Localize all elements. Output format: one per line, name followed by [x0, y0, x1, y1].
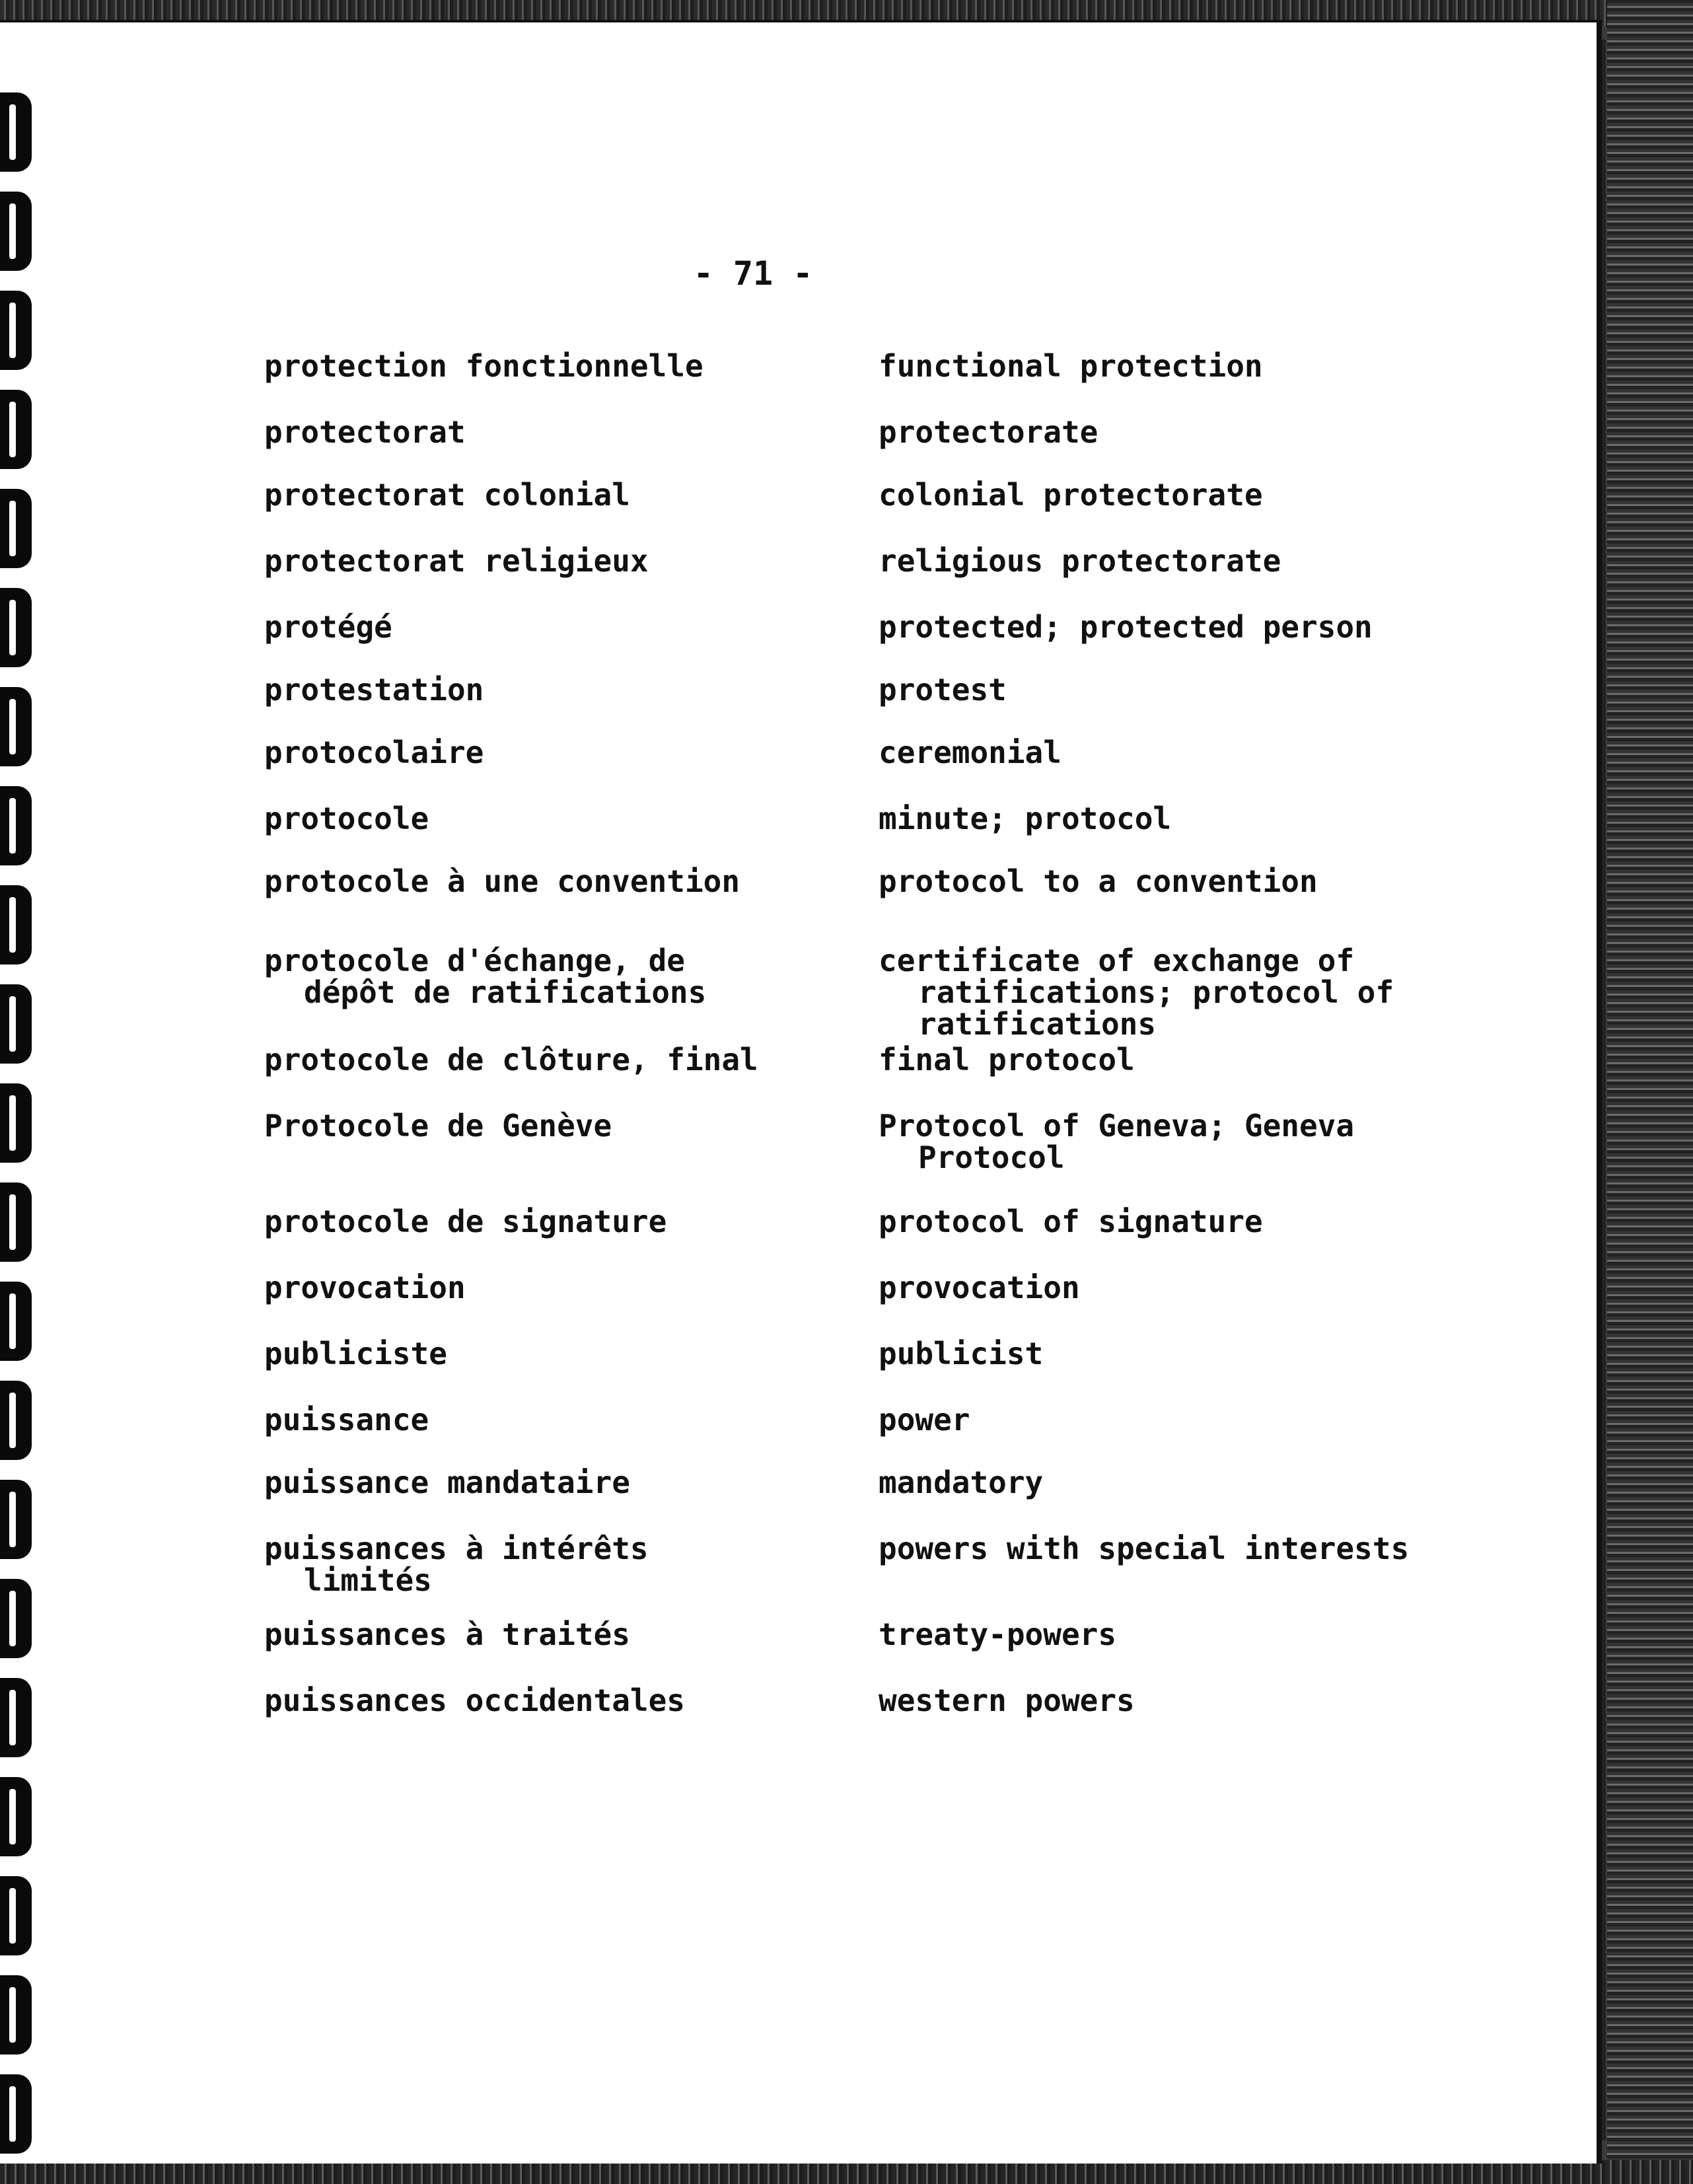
french-term: [264, 1272, 859, 1303]
french-term: [264, 1467, 859, 1498]
english-term-line: protocol of signature: [879, 1204, 1263, 1239]
french-term-line: puissance: [264, 1402, 429, 1438]
english-term-line: final protocol: [879, 1042, 1135, 1077]
english-term: [879, 1533, 1513, 1564]
english-term: [879, 1685, 1513, 1716]
french-term: [264, 611, 859, 643]
french-term-line: protectorat colonial: [264, 477, 630, 513]
english-term: [879, 1272, 1513, 1303]
french-term: [264, 545, 859, 577]
english-term-line: religious protectorate: [879, 543, 1281, 579]
binding-ring: [0, 390, 32, 469]
binding-ring: [0, 2074, 32, 2154]
binding-ring: [0, 1678, 32, 1757]
binding-ring: [0, 984, 32, 1064]
english-term: [879, 1338, 1513, 1369]
french-term: [264, 1685, 859, 1716]
binding-ring: [0, 1480, 32, 1559]
binding-ring: [0, 192, 32, 271]
french-term-line: protestation: [264, 672, 484, 708]
english-term-line: ratifications: [918, 1006, 1157, 1042]
english-term-line: mandatory: [879, 1465, 1044, 1500]
english-term: [879, 350, 1513, 382]
english-term-line: colonial protectorate: [879, 477, 1263, 513]
english-term-line: protectorate: [879, 414, 1099, 450]
english-term-line: provocation: [879, 1270, 1080, 1305]
binding-ring: [0, 1777, 32, 1856]
french-term-line: protégé: [264, 609, 392, 645]
french-term-line: provocation: [264, 1270, 466, 1305]
french-term: [264, 1110, 859, 1142]
english-term-line: ratifications; protocol of: [918, 974, 1394, 1010]
english-term: [879, 1110, 1513, 1173]
scan-border-bottom: [0, 2160, 1693, 2184]
french-term-line: limités: [304, 1562, 432, 1598]
english-term: [879, 479, 1513, 511]
french-term: [264, 1338, 859, 1369]
french-term: [264, 479, 859, 511]
binding-ring: [0, 1183, 32, 1262]
binding-ring: [0, 1876, 32, 1955]
english-term: [879, 674, 1513, 706]
french-term: [264, 1619, 859, 1650]
french-term-line: puissances occidentales: [264, 1683, 685, 1718]
english-term-line: powers with special interests: [879, 1531, 1410, 1566]
english-term: [879, 1206, 1513, 1237]
page-number: - 71 -: [693, 254, 813, 293]
binding-ring: [0, 489, 32, 568]
english-term-line: power: [879, 1402, 970, 1438]
binding-ring: [0, 1282, 32, 1361]
binding-ring: [0, 1381, 32, 1460]
french-term-line: puissances à traités: [264, 1617, 630, 1652]
french-term: [264, 674, 859, 706]
french-term-line: publiciste: [264, 1336, 447, 1371]
english-term-line: western powers: [879, 1683, 1135, 1718]
french-term-line: protection fonctionnelle: [264, 348, 703, 384]
french-term-line: protocole d'échange, de: [264, 943, 685, 978]
french-term: [264, 1533, 859, 1596]
english-term-line: Protocol: [918, 1140, 1065, 1175]
binding-ring: [0, 1579, 32, 1658]
english-term-line: protected; protected person: [879, 609, 1373, 645]
french-term: [264, 1206, 859, 1237]
english-term-line: publicist: [879, 1336, 1044, 1371]
english-term: [879, 1044, 1513, 1075]
english-term: [879, 1404, 1513, 1436]
french-term-line: puissances à intérêts: [264, 1531, 649, 1566]
english-term-line: functional protection: [879, 348, 1263, 384]
french-term: [264, 416, 859, 448]
english-term-line: Protocol of Geneva; Geneva: [879, 1108, 1355, 1144]
english-term: [879, 611, 1513, 643]
english-term: [879, 416, 1513, 448]
english-term-line: treaty-powers: [879, 1617, 1117, 1652]
english-term: [879, 1619, 1513, 1650]
spiral-binding: [0, 92, 46, 2173]
english-term: [879, 945, 1513, 1040]
page-edge: [1602, 40, 1606, 2140]
english-term-line: certificate of exchange of: [879, 943, 1355, 978]
english-term: [879, 737, 1513, 768]
english-term-line: protest: [879, 672, 1007, 708]
binding-ring: [0, 786, 32, 865]
french-term: [264, 945, 859, 1008]
french-term-line: protocole à une convention: [264, 863, 740, 899]
french-term: [264, 803, 859, 834]
french-term-line: protocole de signature: [264, 1204, 667, 1239]
french-term-line: Protocole de Genève: [264, 1108, 612, 1144]
english-term: [879, 865, 1513, 897]
binding-ring: [0, 885, 32, 965]
binding-ring: [0, 92, 32, 172]
french-term: [264, 1404, 859, 1436]
french-term: [264, 865, 859, 897]
french-term-line: protocole: [264, 801, 429, 836]
page-sheet: [0, 20, 1602, 2164]
english-term: [879, 803, 1513, 834]
english-term: [879, 545, 1513, 577]
french-term-line: protocole de clôture, final: [264, 1042, 758, 1077]
binding-ring: [0, 1083, 32, 1163]
french-term-line: protocolaire: [264, 735, 484, 770]
french-term: [264, 350, 859, 382]
english-term: [879, 1467, 1513, 1498]
french-term-line: protectorat religieux: [264, 543, 649, 579]
binding-ring: [0, 687, 32, 766]
french-term-line: protectorat: [264, 414, 466, 450]
scan-border-right: [1607, 0, 1693, 2184]
french-term-line: puissance mandataire: [264, 1465, 630, 1500]
binding-ring: [0, 1975, 32, 2055]
english-term-line: ceremonial: [879, 735, 1062, 770]
french-term: [264, 1044, 859, 1075]
french-term-line: dépôt de ratifications: [304, 974, 707, 1010]
french-term: [264, 737, 859, 768]
english-term-line: minute; protocol: [879, 801, 1172, 836]
binding-ring: [0, 291, 32, 370]
binding-ring: [0, 588, 32, 667]
english-term-line: protocol to a convention: [879, 863, 1318, 899]
